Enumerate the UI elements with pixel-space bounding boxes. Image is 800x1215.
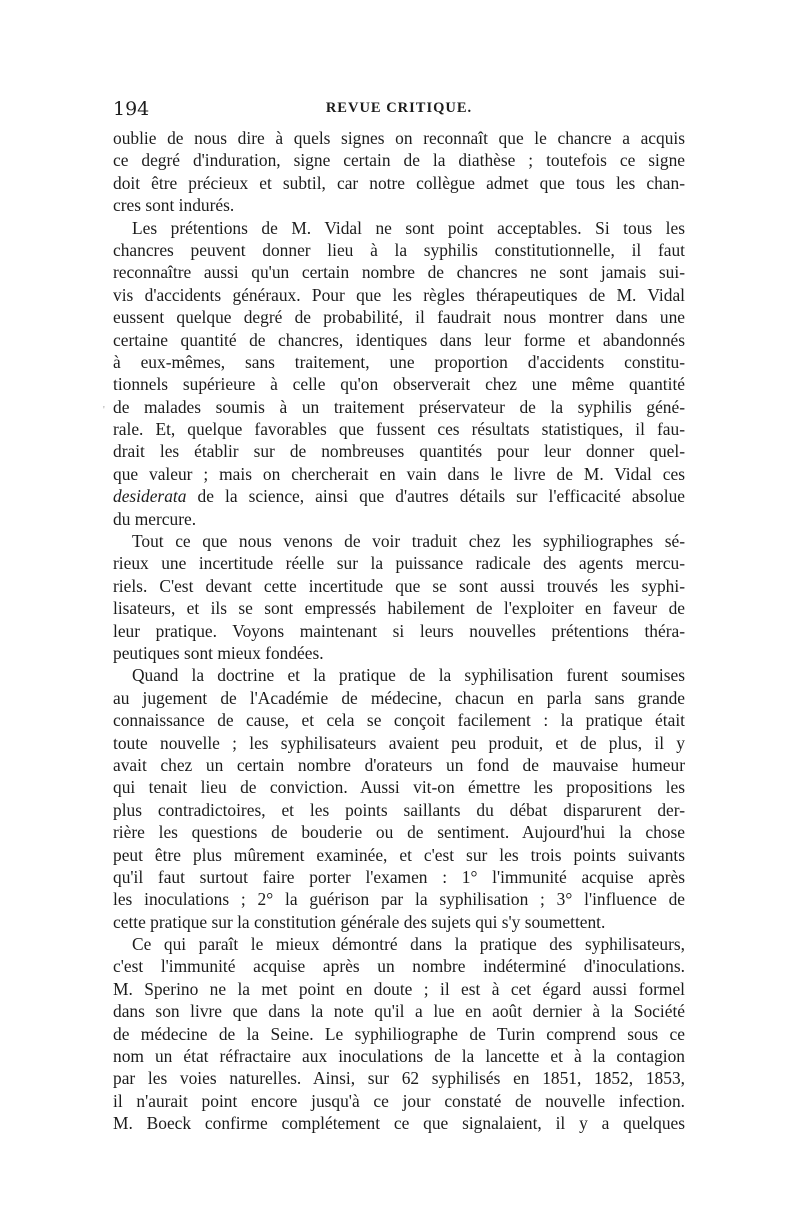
text-line: toute nouvelle ; les syphilisateurs avaient peu produit, et de plus, il y (113, 732, 685, 753)
text-line: de malades soumis à un traitement préservateur de la syphilis géné- (113, 396, 685, 417)
text-line: il n'aurait point encore jusqu'à ce jour constaté de nouvelle infection. (113, 1090, 685, 1111)
text-line: à eux-mêmes, sans traitement, une proportion d'accidents constitu- (113, 351, 685, 372)
margin-mark: ' (103, 405, 105, 416)
text-line: rière les questions de bouderie ou de sentiment. Aujourd'hui la chose (113, 822, 685, 843)
text-line: que valeur ; mais on chercherait en vain dans le livre de M. Vidal ces (113, 463, 685, 484)
text-line: rieux une incertitude réelle sur la puissance radicale des agents mercu- (113, 553, 685, 574)
text-line: les inoculations ; 2° la guérison par la syphilisation ; 3° l'influence de (113, 889, 685, 910)
running-head (113, 98, 685, 124)
text-line: connaissance de cause, et cela se conçoit facilement : la pratique était (113, 710, 685, 731)
text-line: par les voies naturelles. Ainsi, sur 62 syphilisés en 1851, 1852, 1853, (113, 1068, 685, 1089)
page-number: 194 (113, 98, 150, 120)
text-line: chancres peuvent donner lieu à la syphilis constitutionnelle, il faut (113, 239, 685, 260)
text-line-rest: de la science, ainsi que d'autres détails sur l'efficacité absolue (197, 486, 685, 507)
text-line: certaine quantité de chancres, identiques dans leur forme et abandonnés (113, 329, 685, 350)
text-line: M. Sperino ne la met point en doute ; il est à cet égard aussi formel (113, 978, 685, 999)
text-line: qu'il faut surtout faire porter l'examen : 1° l'immunité acquise après (113, 866, 685, 887)
paragraph-start-line: Les prétentions de M. Vidal ne sont point acceptables. Si tous les (132, 217, 685, 238)
paragraph-start-line: Quand la doctrine et la pratique de la syphilisation furent soumises (132, 665, 685, 686)
text-line-with-italic (113, 485, 685, 507)
text-line: drait les établir sur de nombreuses quantités pour leur donner quel- (113, 441, 685, 462)
text-line: leur pratique. Voyons maintenant si leurs nouvelles prétentions théra- (113, 620, 685, 641)
text-line: nom un état réfractaire aux inoculations de la lancette et à la contagion (113, 1046, 685, 1067)
text-line: peut être plus mûrement examinée, et c'est sur les trois points suivants (113, 844, 685, 865)
text-line: doit être précieux et subtil, car notre collègue admet que tous les chan- (113, 172, 685, 193)
text-line: eussent quelque degré de probabilité, il faudrait nous montrer dans une (113, 307, 685, 328)
text-line: c'est l'immunité acquise après un nombre indéterminé d'inoculations. (113, 956, 685, 977)
text-line: lisateurs, et ils se sont empressés habilement de l'exploiter en faveur de (113, 598, 685, 619)
body-text (113, 127, 685, 1135)
paragraph-start-line: Ce qui paraît le mieux démontré dans la pratique des syphilisateurs, (132, 934, 685, 955)
text-line: du mercure. (113, 508, 197, 529)
text-line: qui tenait lieu de conviction. Aussi vit-on émettre les propositions les (113, 777, 685, 798)
text-line: reconnaître aussi qu'un certain nombre de chancres ne sont jamais sui- (113, 262, 685, 283)
text-line: ce degré d'induration, signe certain de la diathèse ; toutefois ce signe (113, 150, 685, 171)
text-line: avait chez un certain nombre d'orateurs un fond de mauvaise humeur (113, 754, 685, 775)
text-line: oublie de nous dire à quels signes on reconnaît que le chancre a acquis (113, 128, 685, 148)
text-line: peutiques sont mieux fondées. (113, 642, 324, 663)
text-line: tionnels supérieure à celle qu'on observerait chez une même quantité (113, 374, 685, 395)
text-line: cres sont indurés. (113, 195, 235, 216)
text-line: au jugement de l'Académie de médecine, chacun en parla sans grande (113, 687, 685, 708)
text-line: M. Boeck confirme complétement ce que signalaient, il y a quelques (113, 1113, 685, 1134)
text-line: plus contradictoires, et les points saillants du débat disparurent der- (113, 799, 685, 820)
running-title: REVUE CRITIQUE. (325, 100, 473, 116)
text-line: dans son livre que dans la note qu'il a lue en août dernier à la Société (113, 1001, 685, 1022)
text-line: rale. Et, quelque favorables que fussent ces résultats statistiques, il fau- (113, 419, 685, 440)
text-line: de médecine de la Seine. Le syphiliographe de Turin comprend sous ce (113, 1023, 685, 1044)
text-line: riels. C'est devant cette incertitude que se sont aussi trouvés les syphi- (113, 575, 685, 596)
text-line: cette pratique sur la constitution générale des sujets qui s'y soumettent. (113, 911, 606, 932)
italic-word: desiderata (113, 486, 187, 507)
text-line: vis d'accidents généraux. Pour que les règles thérapeutiques de M. Vidal (113, 284, 685, 305)
paragraph-start-line: Tout ce que nous venons de voir traduit chez les syphiliographes sé- (132, 531, 685, 552)
